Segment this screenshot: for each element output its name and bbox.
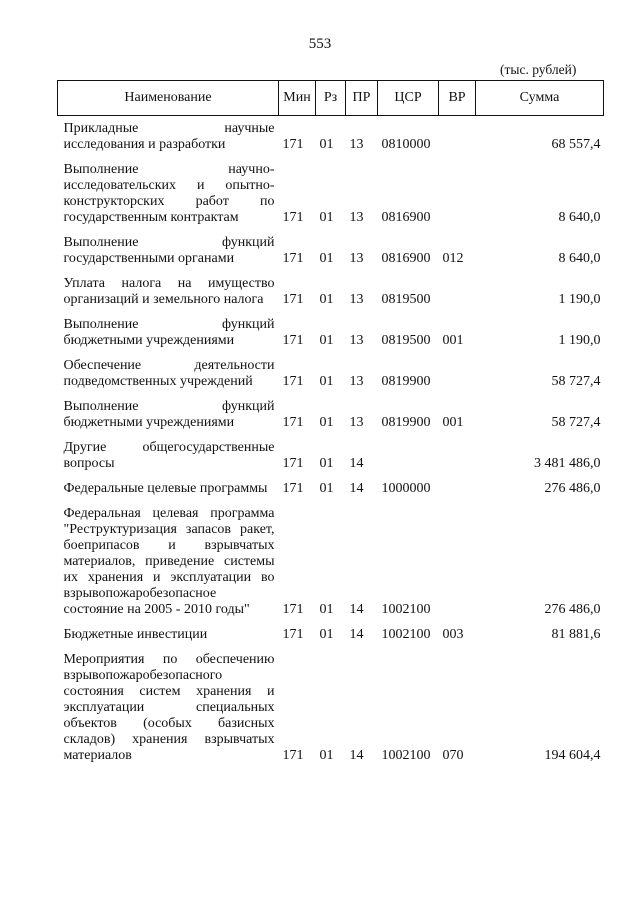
table-row: [58, 353, 604, 394]
row-rz: 01: [319, 415, 334, 430]
row-pr: 13: [349, 292, 364, 307]
table-row: [58, 312, 604, 353]
row-vr: [439, 157, 476, 230]
row-min: 171: [282, 602, 304, 617]
row-rz: 01: [319, 602, 334, 617]
units-label: (тыс. рублей): [500, 62, 577, 77]
row-pr: 13: [349, 251, 364, 266]
row-rz: 01: [319, 292, 334, 307]
table-row: [58, 476, 604, 501]
row-name: Другие общегосударственные вопросы: [63, 440, 275, 471]
row-min: 171: [282, 333, 304, 348]
row-csr: [378, 435, 439, 476]
row-rz: 01: [319, 333, 334, 348]
row-rz: 01: [319, 627, 334, 642]
row-name: Мероприятия по обеспечению взрывопожаробезопасного состояния систем хранения и эксплуатации специальных объектов (особых базисных складов) хранения взрывчатых материалов: [63, 652, 275, 763]
row-sum: 1 190,0: [558, 292, 601, 307]
row-sum: 8 640,0: [558, 210, 601, 225]
row-min: 171: [282, 137, 304, 152]
row-name: Выполнение научно-исследовательских и опытно-конструкторских работ по государственным контрактам: [63, 162, 275, 225]
row-csr: 0810000: [381, 137, 431, 152]
table-row: [58, 157, 604, 230]
row-min: 171: [282, 456, 304, 471]
row-vr: [439, 271, 476, 312]
row-vr: [439, 435, 476, 476]
row-sum: 194 604,4: [544, 748, 601, 763]
row-name: Бюджетные инвестиции: [63, 627, 208, 642]
row-vr: [439, 353, 476, 394]
row-name: Обеспечение деятельности подведомственных учреждений: [63, 358, 275, 389]
table-row: [58, 271, 604, 312]
header-pr: ПР: [346, 81, 378, 116]
row-csr: 0819900: [381, 374, 431, 389]
row-sum: 58 727,4: [551, 374, 601, 389]
row-sum: 3 481 486,0: [534, 456, 601, 471]
row-vr: 070: [442, 748, 464, 763]
row-sum: 81 881,6: [551, 627, 601, 642]
row-min: 171: [282, 292, 304, 307]
row-sum: 68 557,4: [551, 137, 601, 152]
row-rz: 01: [319, 251, 334, 266]
row-min: 171: [282, 748, 304, 763]
row-pr: 14: [349, 748, 364, 763]
row-vr: [439, 116, 476, 158]
row-name: Федеральная целевая программа "Реструктуризация запасов ракет, боеприпасов и взрывчатых материалов, приведение системы их хранения и эксплуатации во взрывопожаробезопасное состояние на 2005 - 2010 годы": [63, 506, 275, 617]
page-number: 553: [308, 36, 332, 52]
row-rz: 01: [319, 210, 334, 225]
header-min: Мин: [279, 81, 316, 116]
header-sum: Сумма: [476, 81, 604, 116]
row-sum: 8 640,0: [558, 251, 601, 266]
header-rz: Рз: [316, 81, 346, 116]
row-pr: 13: [349, 374, 364, 389]
row-rz: 01: [319, 481, 334, 496]
row-min: 171: [282, 251, 304, 266]
row-vr: [439, 476, 476, 501]
table-row: [58, 501, 604, 622]
row-csr: 0819900: [381, 415, 431, 430]
row-name: Уплата налога на имущество организаций и земельного налога: [63, 276, 275, 307]
row-name: Прикладные научные исследования и разработки: [63, 121, 275, 152]
row-pr: 13: [349, 210, 364, 225]
row-pr: 13: [349, 415, 364, 430]
row-rz: 01: [319, 374, 334, 389]
row-sum: 1 190,0: [558, 333, 601, 348]
row-min: 171: [282, 374, 304, 389]
row-rz: 01: [319, 456, 334, 471]
table-row: [58, 435, 604, 476]
row-name: Выполнение функций государственными органами: [63, 235, 275, 266]
row-rz: 01: [319, 137, 334, 152]
row-pr: 13: [349, 137, 364, 152]
header-vr: ВР: [439, 81, 476, 116]
table-row: [58, 622, 604, 647]
row-pr: 14: [349, 602, 364, 617]
row-pr: 14: [349, 456, 364, 471]
header-name: Наименование: [58, 81, 279, 116]
row-name: Выполнение функций бюджетными учреждениями: [63, 317, 275, 348]
row-vr: 001: [442, 333, 464, 348]
row-name: Федеральные целевые программы: [63, 481, 268, 496]
row-csr: 0816900: [381, 210, 431, 225]
row-sum: 276 486,0: [544, 481, 601, 496]
row-name: Выполнение функций бюджетными учреждениями: [63, 399, 275, 430]
row-min: 171: [282, 481, 304, 496]
table-row: [58, 647, 604, 768]
budget-table: [57, 80, 604, 768]
row-sum: 276 486,0: [544, 602, 601, 617]
row-csr: 1002100: [381, 748, 431, 763]
row-rz: 01: [319, 748, 334, 763]
row-vr: [439, 501, 476, 622]
header-csr: ЦСР: [378, 81, 439, 116]
row-csr: 0819500: [381, 333, 431, 348]
row-csr: 1002100: [381, 627, 431, 642]
row-pr: 14: [349, 481, 364, 496]
row-csr: 1000000: [381, 481, 431, 496]
row-pr: 14: [349, 627, 364, 642]
table-row: [58, 116, 604, 158]
row-vr: 012: [442, 251, 464, 266]
row-pr: 13: [349, 333, 364, 348]
table-body: [58, 116, 604, 769]
row-vr: 003: [442, 627, 464, 642]
table-header: [58, 81, 604, 116]
table-row: [58, 394, 604, 435]
row-vr: 001: [442, 415, 464, 430]
row-min: 171: [282, 210, 304, 225]
row-sum: 58 727,4: [551, 415, 601, 430]
table-row: [58, 230, 604, 271]
row-csr: 1002100: [381, 602, 431, 617]
row-csr: 0819500: [381, 292, 431, 307]
row-min: 171: [282, 627, 304, 642]
row-min: 171: [282, 415, 304, 430]
row-csr: 0816900: [381, 251, 431, 266]
